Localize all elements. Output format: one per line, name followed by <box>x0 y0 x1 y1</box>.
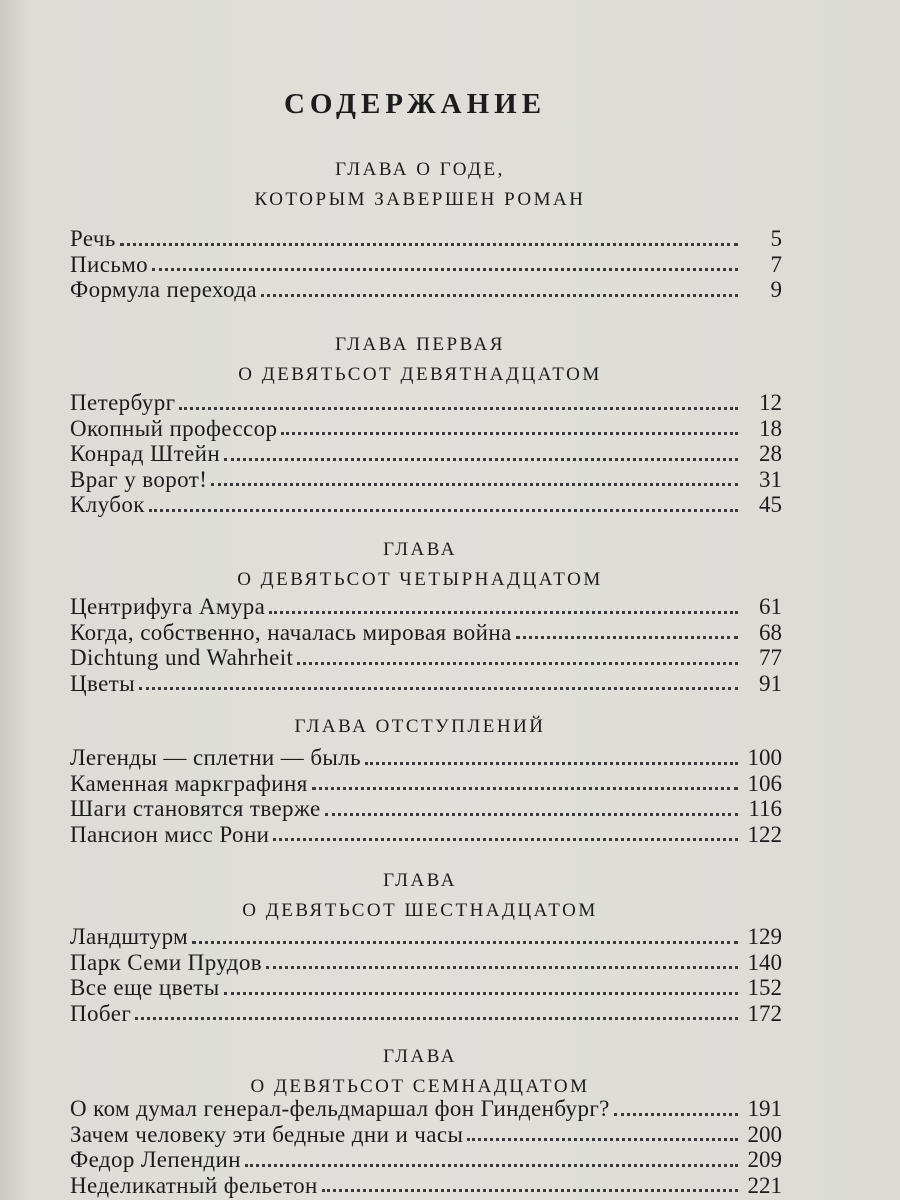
leader-dots <box>135 1016 738 1020</box>
toc-list <box>70 745 782 847</box>
toc-entry-page: 100 <box>747 745 782 770</box>
leader-dots <box>273 837 738 841</box>
toc-entry[interactable] <box>70 822 782 848</box>
toc-entry[interactable] <box>70 745 782 771</box>
toc-entry-page: 106 <box>747 770 782 796</box>
chapter-heading <box>60 330 780 390</box>
toc-entry-page: 5 <box>770 226 782 251</box>
leader-dots <box>224 457 738 461</box>
toc-entry[interactable] <box>70 390 782 416</box>
toc-entry[interactable] <box>70 441 782 467</box>
chapter-heading <box>60 1042 780 1102</box>
leader-dots <box>261 293 738 297</box>
toc-entry-page: 209 <box>747 1147 782 1172</box>
toc-entry-title: О ком думал генерал-фельдмаршал фон Гинденбург? <box>70 1096 610 1121</box>
toc-entry-title: Окопный профессор <box>70 415 278 441</box>
toc-entry[interactable] <box>70 645 782 671</box>
chapter-heading-line: ГЛАВА <box>383 539 457 560</box>
toc-entry[interactable] <box>70 467 782 493</box>
leader-dots <box>269 610 738 614</box>
chapter-heading-line: ГЛАВА <box>383 1046 457 1067</box>
toc-entry-page: 140 <box>747 949 782 975</box>
toc-entry-title: Ландштурм <box>70 924 189 949</box>
toc-entry-title: Враг у ворот! <box>70 466 208 492</box>
chapter-heading-line: ГЛАВА О ГОДЕ, <box>335 159 505 180</box>
toc-entry-title: Каменная маркграфиня <box>70 770 308 796</box>
toc-entry-title: Пансион мисс Рони <box>70 821 270 847</box>
leader-dots <box>325 812 738 816</box>
chapter-heading-line: О ДЕВЯТЬСОТ ЧЕТЫРНАДЦАТОМ <box>237 569 603 590</box>
chapter-heading <box>60 155 780 215</box>
toc-entry-page: 122 <box>747 821 782 847</box>
toc-entry-page: 129 <box>747 924 782 949</box>
chapter-heading <box>60 535 780 595</box>
chapter-heading-line: ГЛАВА ПЕРВАЯ <box>335 334 505 355</box>
toc-list <box>70 226 782 303</box>
chapter-heading-line: ГЛАВА ОТСТУПЛЕНИЙ <box>294 716 546 737</box>
toc-entry-page: 116 <box>748 796 782 821</box>
leader-dots <box>211 482 738 486</box>
toc-entry[interactable] <box>70 1173 782 1199</box>
toc-entry-title: Петербург <box>70 390 176 415</box>
toc-list <box>70 594 782 696</box>
toc-entry-title: Формула перехода <box>70 277 257 302</box>
toc-entry-page: 31 <box>759 466 782 492</box>
toc-entry[interactable] <box>70 277 782 303</box>
leader-dots <box>120 242 738 246</box>
toc-entry[interactable] <box>70 620 782 646</box>
toc-entry-page: 91 <box>759 670 782 696</box>
toc-entry-title: Побег <box>70 1000 132 1026</box>
toc-list <box>70 924 782 1026</box>
toc-entry-title: Речь <box>70 226 116 251</box>
toc-entry-page: 68 <box>759 619 782 645</box>
toc-entry-page: 18 <box>759 415 782 441</box>
chapter-heading-line: О ДЕВЯТЬСОТ ДЕВЯТНАДЦАТОМ <box>238 364 602 385</box>
toc-entry-title: Центрифуга Амура <box>70 594 266 619</box>
leader-dots <box>322 1188 738 1192</box>
chapter-heading <box>60 866 780 926</box>
toc-entry[interactable] <box>70 492 782 518</box>
toc-entry-page: 28 <box>759 441 782 466</box>
page-title: СОДЕРЖАНИЕ <box>283 88 547 120</box>
toc-entry-title: Все еще цветы <box>70 975 220 1000</box>
toc-entry-title: Dichtung und Wahrheit <box>70 645 294 670</box>
toc-entry[interactable] <box>70 416 782 442</box>
toc-entry-page: 61 <box>759 594 782 619</box>
toc-entry[interactable] <box>70 771 782 797</box>
leader-dots <box>192 940 738 944</box>
leader-dots <box>149 508 738 512</box>
leader-dots <box>266 965 738 969</box>
chapter-heading-line: КОТОРЫМ ЗАВЕРШЕН РОМАН <box>254 189 586 210</box>
toc-entry-page: 152 <box>747 975 782 1000</box>
toc-entry[interactable] <box>70 1096 782 1122</box>
toc-entry[interactable] <box>70 671 782 697</box>
toc-entry-page: 9 <box>770 277 782 302</box>
leader-dots <box>152 267 738 271</box>
toc-entry[interactable] <box>70 1001 782 1027</box>
toc-entry[interactable] <box>70 1147 782 1173</box>
toc-entry-title: Неделикатный фельетон <box>70 1172 318 1198</box>
leader-dots <box>179 406 738 410</box>
toc-entry-title: Парк Семи Прудов <box>70 949 263 975</box>
toc-list <box>70 1096 782 1198</box>
leader-dots <box>224 991 738 995</box>
toc-entry-title: Шаги становятся тверже <box>70 796 321 821</box>
leader-dots <box>139 686 738 690</box>
toc-entry-page: 7 <box>770 251 782 277</box>
toc-entry[interactable] <box>70 924 782 950</box>
toc-entry-title: Клубок <box>70 492 145 517</box>
leader-dots <box>365 761 738 765</box>
leader-dots <box>245 1163 738 1167</box>
toc-entry[interactable] <box>70 1122 782 1148</box>
leader-dots <box>467 1137 738 1141</box>
chapter-heading-line: О ДЕВЯТЬСОТ СЕМНАДЦАТОМ <box>250 1076 590 1097</box>
chapter-heading-line: О ДЕВЯТЬСОТ ШЕСТНАДЦАТОМ <box>242 900 598 921</box>
toc-entry-page: 12 <box>759 390 782 415</box>
leader-dots <box>281 431 738 435</box>
toc-entry-title: Федор Лепендин <box>70 1147 241 1172</box>
toc-entry[interactable] <box>70 594 782 620</box>
toc-entry-title: Конрад Штейн <box>70 441 221 466</box>
toc-entry-page: 45 <box>759 492 782 517</box>
leader-dots <box>312 786 738 790</box>
toc-entry-title: Зачем человеку эти бедные дни и часы <box>70 1121 464 1147</box>
toc-entry-page: 200 <box>747 1121 782 1147</box>
toc-entry-title: Цветы <box>70 670 136 696</box>
toc-list <box>70 390 782 518</box>
toc-entry-page: 77 <box>759 645 782 670</box>
toc-entry-title: Когда, собственно, началась мировая война <box>70 619 512 645</box>
toc-entry[interactable] <box>70 950 782 976</box>
chapter-heading-line: ГЛАВА <box>383 870 457 891</box>
chapter-heading <box>60 712 780 742</box>
toc-entry[interactable] <box>70 796 782 822</box>
leader-dots <box>516 635 738 639</box>
toc-entry-title: Легенды — сплетни — быль <box>70 745 362 770</box>
leader-dots <box>297 661 738 665</box>
toc-entry-page: 172 <box>747 1000 782 1026</box>
toc-entry-page: 191 <box>747 1096 782 1121</box>
toc-entry-title: Письмо <box>70 251 149 277</box>
toc-entry[interactable] <box>70 226 782 252</box>
leader-dots <box>614 1112 738 1116</box>
toc-entry[interactable] <box>70 252 782 278</box>
toc-entry-page: 221 <box>747 1172 782 1198</box>
toc-entry[interactable] <box>70 975 782 1001</box>
